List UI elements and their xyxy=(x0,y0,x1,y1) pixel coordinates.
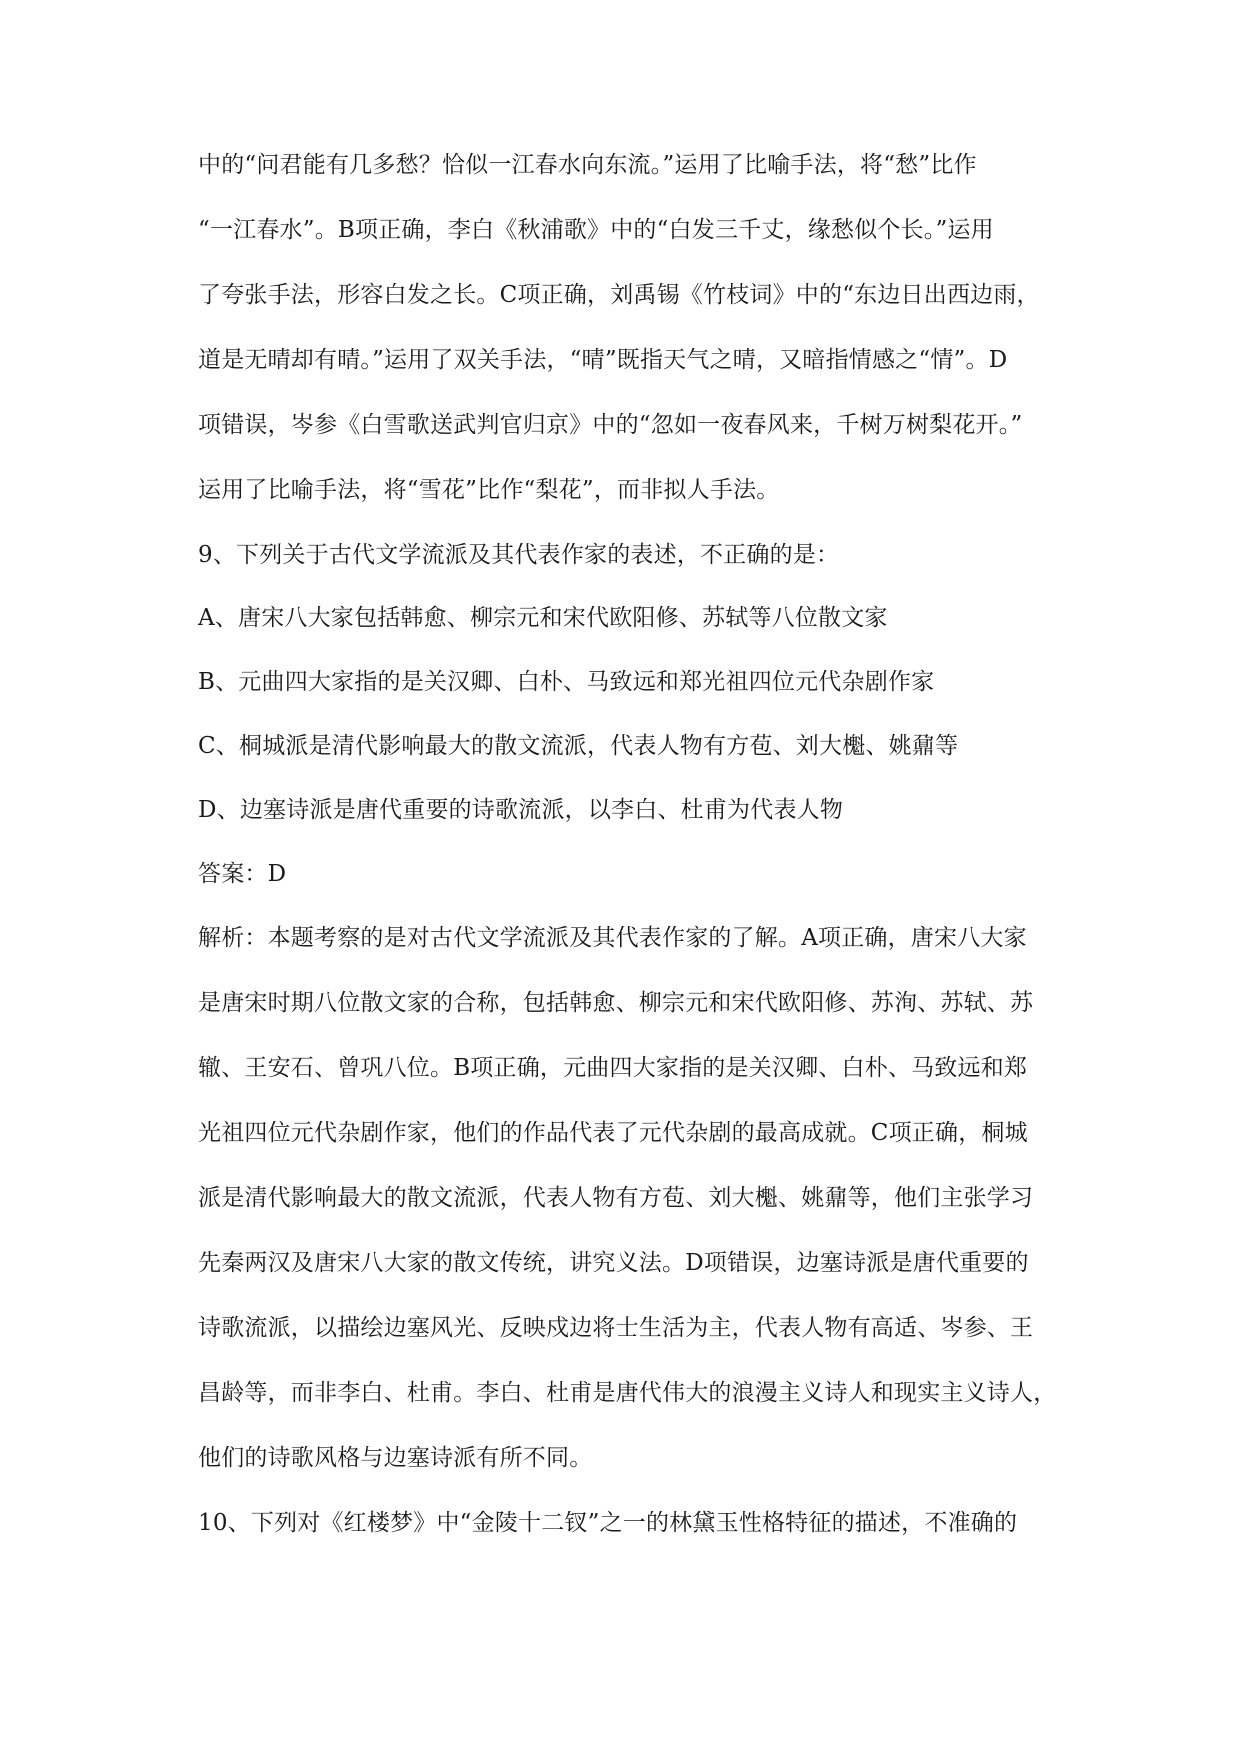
option-a: A、唐宋八大家包括韩愈、柳宗元和宋代欧阳修、苏轼等八位散文家 xyxy=(198,605,888,631)
analysis-line: 解析：本题考察的是对古代文学流派及其代表作家的了解。A项正确，唐宋八大家 xyxy=(198,925,1027,951)
analysis-line: 昌龄等，而非李白、杜甫。李白、杜甫是唐代伟大的浪漫主义诗人和现实主义诗人， xyxy=(198,1380,1057,1406)
option-c: C、桐城派是清代影响最大的散文流派，代表人物有方苞、刘大櫆、姚鼐等 xyxy=(198,733,959,759)
analysis-line: 光祖四位元代杂剧作家，他们的作品代表了元代杂剧的最高成就。C项正确，桐城 xyxy=(198,1120,1028,1146)
analysis-line: 先秦两汉及唐宋八大家的散文传统，讲究义法。D项错误，边塞诗派是唐代重要的 xyxy=(198,1250,1029,1276)
option-d: D、边塞诗派是唐代重要的诗歌流派，以李白、杜甫为代表人物 xyxy=(198,797,844,823)
analysis-line: 辙、王安石、曾巩八位。B项正确，元曲四大家指的是关汉卿、白朴、马致远和郑 xyxy=(198,1055,1028,1081)
analysis-line: 他们的诗歌风格与边塞诗派有所不同。 xyxy=(198,1445,593,1471)
question-10-stem: 10、下列对《红楼梦》中“金陵十二钗”之一的林黛玉性格特征的描述，不准确的 xyxy=(198,1510,1018,1536)
text-line: 中的“问君能有几多愁？恰似一江春水向东流。”运用了比喻手法，将“愁”比作 xyxy=(198,152,977,178)
option-b: B、元曲四大家指的是关汉卿、白朴、马致远和郑光祖四位元代杂剧作家 xyxy=(198,669,935,695)
analysis-line: 诗歌流派，以描绘边塞风光、反映戍边将士生活为主，代表人物有高适、岑参、王 xyxy=(198,1315,1034,1341)
answer-line: 答案：D xyxy=(198,861,287,887)
analysis-line: 是唐宋时期八位散文家的合称，包括韩愈、柳宗元和宋代欧阳修、苏洵、苏轼、苏 xyxy=(198,990,1034,1016)
text-line: 了夸张手法，形容白发之长。C项正确，刘禹锡《竹枝词》中的“东边日出西边雨， xyxy=(198,282,1040,308)
text-line: “一江春水”。B项正确，李白《秋浦歌》中的“白发三千丈，缘愁似个长。”运用 xyxy=(198,217,994,243)
text-line: 道是无晴却有晴。”运用了双关手法，“晴”既指天气之晴，又暗指情感之“情”。D xyxy=(198,347,1008,373)
analysis-line: 派是清代影响最大的散文流派，代表人物有方苞、刘大櫆、姚鼐等，他们主张学习 xyxy=(198,1185,1034,1211)
text-line: 项错误，岑参《白雪歌送武判官归京》中的“忽如一夜春风来，千树万树梨花开。” xyxy=(198,412,1023,438)
text-line: 运用了比喻手法，将“雪花”比作“梨花”，而非拟人手法。 xyxy=(198,477,780,503)
question-9-stem: 9、下列关于古代文学流派及其代表作家的表述，不正确的是： xyxy=(198,542,840,568)
